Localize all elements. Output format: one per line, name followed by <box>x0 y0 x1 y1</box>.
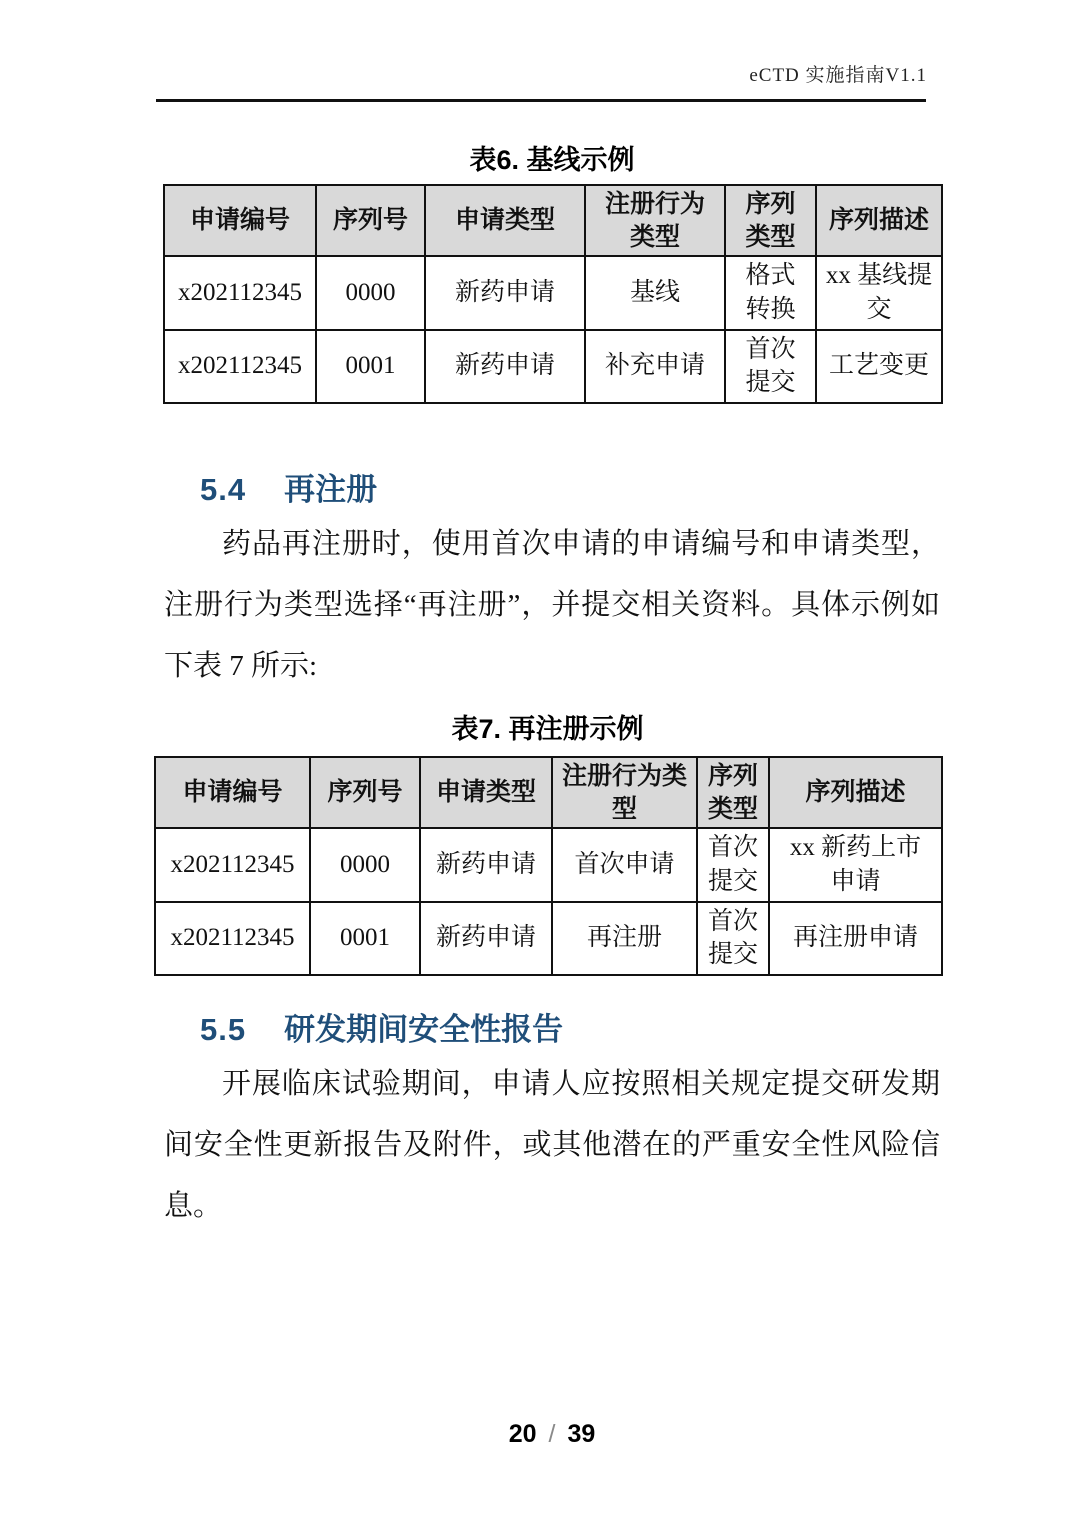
table-cell: 首次提交 <box>697 828 769 902</box>
table7-col-header: 申请类型 <box>420 757 552 828</box>
table6-col-header: 申请编号 <box>164 185 316 256</box>
page-separator: / <box>548 1420 556 1448</box>
table-cell: 新药申请 <box>425 330 585 404</box>
table-cell: 首次申请 <box>552 828 697 902</box>
table-cell: x202112345 <box>155 902 310 976</box>
table-cell: 补充申请 <box>585 330 725 404</box>
section-heading-5-5 <box>200 1004 563 1049</box>
section-5-4-paragraph: 药品再注册时，使用首次申请的申请编号和申请类型，注册行为类型选择“再注册”，并提交相关资料。具体示例如下表 7 所示: <box>164 528 940 682</box>
table-row <box>164 330 942 404</box>
section-title: 研发期间安全性报告 <box>284 1012 564 1047</box>
page-number <box>163 1420 941 1449</box>
current-page: 20 <box>508 1420 537 1448</box>
table7 <box>154 756 943 976</box>
table-cell: x202112345 <box>164 256 316 330</box>
table-cell: 工艺变更 <box>816 330 942 404</box>
section-heading-5-4 <box>200 464 377 509</box>
table-row <box>164 256 942 330</box>
table-cell: 再注册 <box>552 902 697 976</box>
section-5-5-paragraph: 开展临床试验期间，申请人应按照相关规定提交研发期间安全性更新报告及附件，或其他潜在的严重安全性风险信息。 <box>164 1068 940 1222</box>
table-cell: 0001 <box>316 330 425 404</box>
table6-col-header: 注册行为类型 <box>585 185 725 256</box>
table-cell: 0000 <box>310 828 420 902</box>
page-header: eCTD 实施指南V1.1 <box>749 65 927 86</box>
table-cell: 新药申请 <box>420 902 552 976</box>
section-title: 再注册 <box>284 472 378 507</box>
table6-col-header: 序列号 <box>316 185 425 256</box>
table7-col-header: 申请编号 <box>155 757 310 828</box>
table7-col-header: 序列号 <box>310 757 420 828</box>
total-pages: 39 <box>567 1420 596 1448</box>
table-cell: xx 新药上市申请 <box>769 828 942 902</box>
table-cell: xx 基线提交 <box>816 256 942 330</box>
header-rule <box>156 99 926 102</box>
table-cell: x202112345 <box>164 330 316 404</box>
table-cell: 基线 <box>585 256 725 330</box>
table7-header-row <box>155 757 942 828</box>
section-number: 5.4 <box>200 472 247 507</box>
table-cell: x202112345 <box>155 828 310 902</box>
table6-col-header: 序列描述 <box>816 185 942 256</box>
table-row <box>155 828 942 902</box>
table6-title: 表6. 基线示例 <box>469 145 635 175</box>
table-cell: 0000 <box>316 256 425 330</box>
table6-header-row <box>164 185 942 256</box>
table-cell: 再注册申请 <box>769 902 942 976</box>
table6-col-header: 申请类型 <box>425 185 585 256</box>
table7-col-header: 序列类型 <box>697 757 769 828</box>
table-cell: 格式转换 <box>725 256 816 330</box>
table7-col-header: 注册行为类型 <box>552 757 697 828</box>
table-cell: 首次提交 <box>697 902 769 976</box>
table7-title: 表7. 再注册示例 <box>451 714 644 744</box>
table-row <box>155 902 942 976</box>
table-cell: 首次提交 <box>725 330 816 404</box>
table6-col-header: 序列类型 <box>725 185 816 256</box>
table7-col-header: 序列描述 <box>769 757 942 828</box>
table6 <box>163 184 943 404</box>
table-cell: 新药申请 <box>420 828 552 902</box>
section-number: 5.5 <box>200 1012 247 1047</box>
table-cell: 新药申请 <box>425 256 585 330</box>
table-cell: 0001 <box>310 902 420 976</box>
